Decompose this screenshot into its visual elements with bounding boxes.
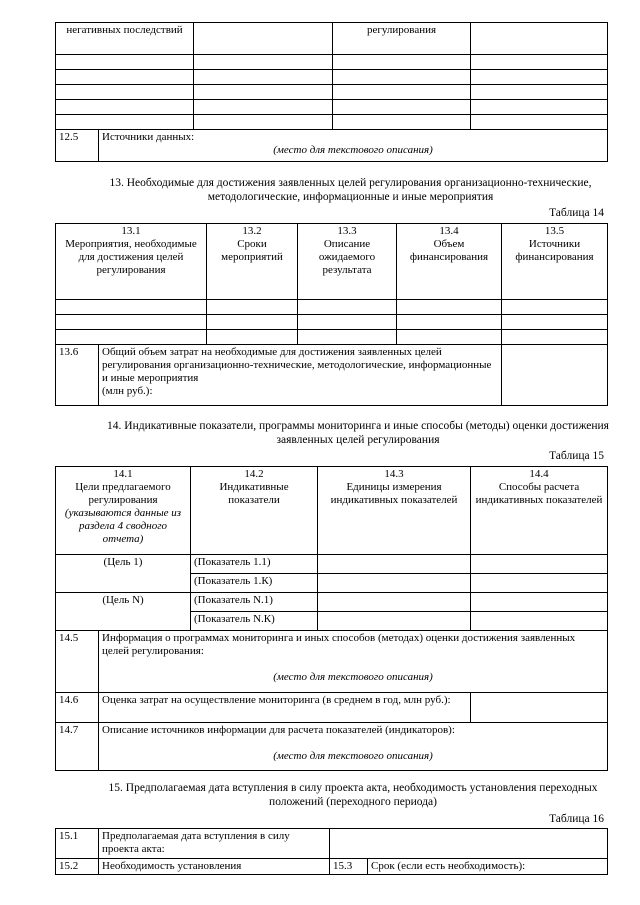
indicator-1-k: (Показатель 1.К) — [191, 574, 318, 593]
row-number: 15.3 — [330, 859, 368, 875]
goals-note: (указываются данные из раздела 4 сводного отчета) — [64, 507, 182, 545]
table-row — [56, 70, 608, 85]
goal-n: (Цель N) — [56, 593, 191, 631]
table-row — [56, 115, 608, 130]
col-header-sources: 13.5 Источники финансирования — [502, 224, 608, 300]
col-header-methods: 14.4 Способы расчета индикативных показателей — [471, 467, 608, 555]
info-sources-cell — [99, 723, 608, 771]
row-number: 14.7 — [56, 723, 99, 771]
total-costs-label: Общий объем затрат на необходимые для достижения заявленных целей регулирования организационно-технические, методологические, информационные и иные мероприятия — [102, 346, 492, 384]
text-placeholder: (место для текстового описания) — [273, 671, 433, 683]
cell-empty — [471, 23, 608, 55]
monitoring-cost-value — [471, 693, 608, 723]
table-row — [56, 55, 608, 70]
indicator-1-1: (Показатель 1.1) — [191, 555, 318, 574]
monitoring-info-cell — [99, 631, 608, 693]
table-row — [56, 330, 608, 345]
indicator-n-k: (Показатель N.К) — [191, 612, 318, 631]
entry-date-value — [330, 829, 608, 859]
col-header-volume: 13.4 Объем финансирования — [397, 224, 502, 300]
table-row — [56, 300, 608, 315]
table-14 — [55, 223, 608, 406]
transition-need-label: Необходимость установления — [99, 859, 330, 875]
row-number: 15.1 — [56, 829, 99, 859]
section-15-title: 15. Предполагаемая дата вступления в силу проекта акта, необходимость установления переходных положений (переходного периода) — [108, 782, 598, 808]
cell-regulation: регулирования — [333, 23, 471, 55]
transition-term-label: Срок (если есть необходимость): — [368, 859, 608, 875]
section-13-title: 13. Необходимые для достижения заявленных целей регулирования организационно-технические, методологические, информационные и иные мероприятия — [109, 177, 592, 203]
monitoring-cost-label: Оценка затрат на осуществление мониторинга (в среднем в год, млн руб.): — [99, 693, 471, 723]
col-header-measures: 13.1 Мероприятия, необходимые для достижения целей регулирования — [56, 224, 207, 300]
row-number: 12.5 — [56, 130, 99, 162]
total-costs-cell — [99, 345, 502, 406]
goal-1: (Цель 1) — [56, 555, 191, 593]
total-costs-value — [502, 345, 608, 406]
indicator-n-1: (Показатель N.1) — [191, 593, 318, 612]
row-number: 15.2 — [56, 859, 99, 875]
info-sources-label: Описание источников информации для расчета показателей (индикаторов): — [102, 724, 455, 736]
table-15 — [55, 466, 608, 771]
text-placeholder: (место для текстового описания) — [273, 750, 433, 762]
table-16 — [55, 828, 608, 875]
col-header-units: 14.3 Единицы измерения индикативных показателей — [318, 467, 471, 555]
table-section-12 — [55, 22, 608, 162]
table-14-label: Таблица 14 — [549, 207, 604, 219]
data-sources-label: Источники данных: — [102, 131, 195, 143]
table-16-label: Таблица 16 — [549, 813, 604, 825]
col-header-goals: 14.1 Цели предлагаемого регулирования (указываются данные из раздела 4 сводного отчета) — [56, 467, 191, 555]
data-sources-cell — [99, 130, 608, 162]
col-header-indicators: 14.2 Индикативные показатели — [191, 467, 318, 555]
table-row — [56, 315, 608, 330]
cell-empty — [194, 23, 333, 55]
cell-negative-consequences: негативных последствий — [56, 23, 194, 55]
row-number: 13.6 — [56, 345, 99, 406]
table-row — [56, 85, 608, 100]
entry-date-label: Предполагаемая дата вступления в силу проекта акта: — [99, 829, 330, 859]
total-costs-unit: (млн руб.): — [102, 385, 153, 397]
table-15-label: Таблица 15 — [549, 450, 604, 462]
row-number: 14.6 — [56, 693, 99, 723]
section-14-title: 14. Индикативные показатели, программы мониторинга и иные способы (методы) оценки достижения заявленных целей регулирования — [107, 420, 609, 446]
table-row — [56, 100, 608, 115]
row-number: 14.5 — [56, 631, 99, 693]
col-header-terms: 13.2 Сроки мероприятий — [207, 224, 298, 300]
col-header-result: 13.3 Описание ожидаемого результата — [298, 224, 397, 300]
monitoring-info-label: Информация о программах мониторинга и иных способов (методах) оценки достижения заявленных целей регулирования: — [102, 632, 576, 657]
text-placeholder: (место для текстового описания) — [273, 144, 433, 156]
